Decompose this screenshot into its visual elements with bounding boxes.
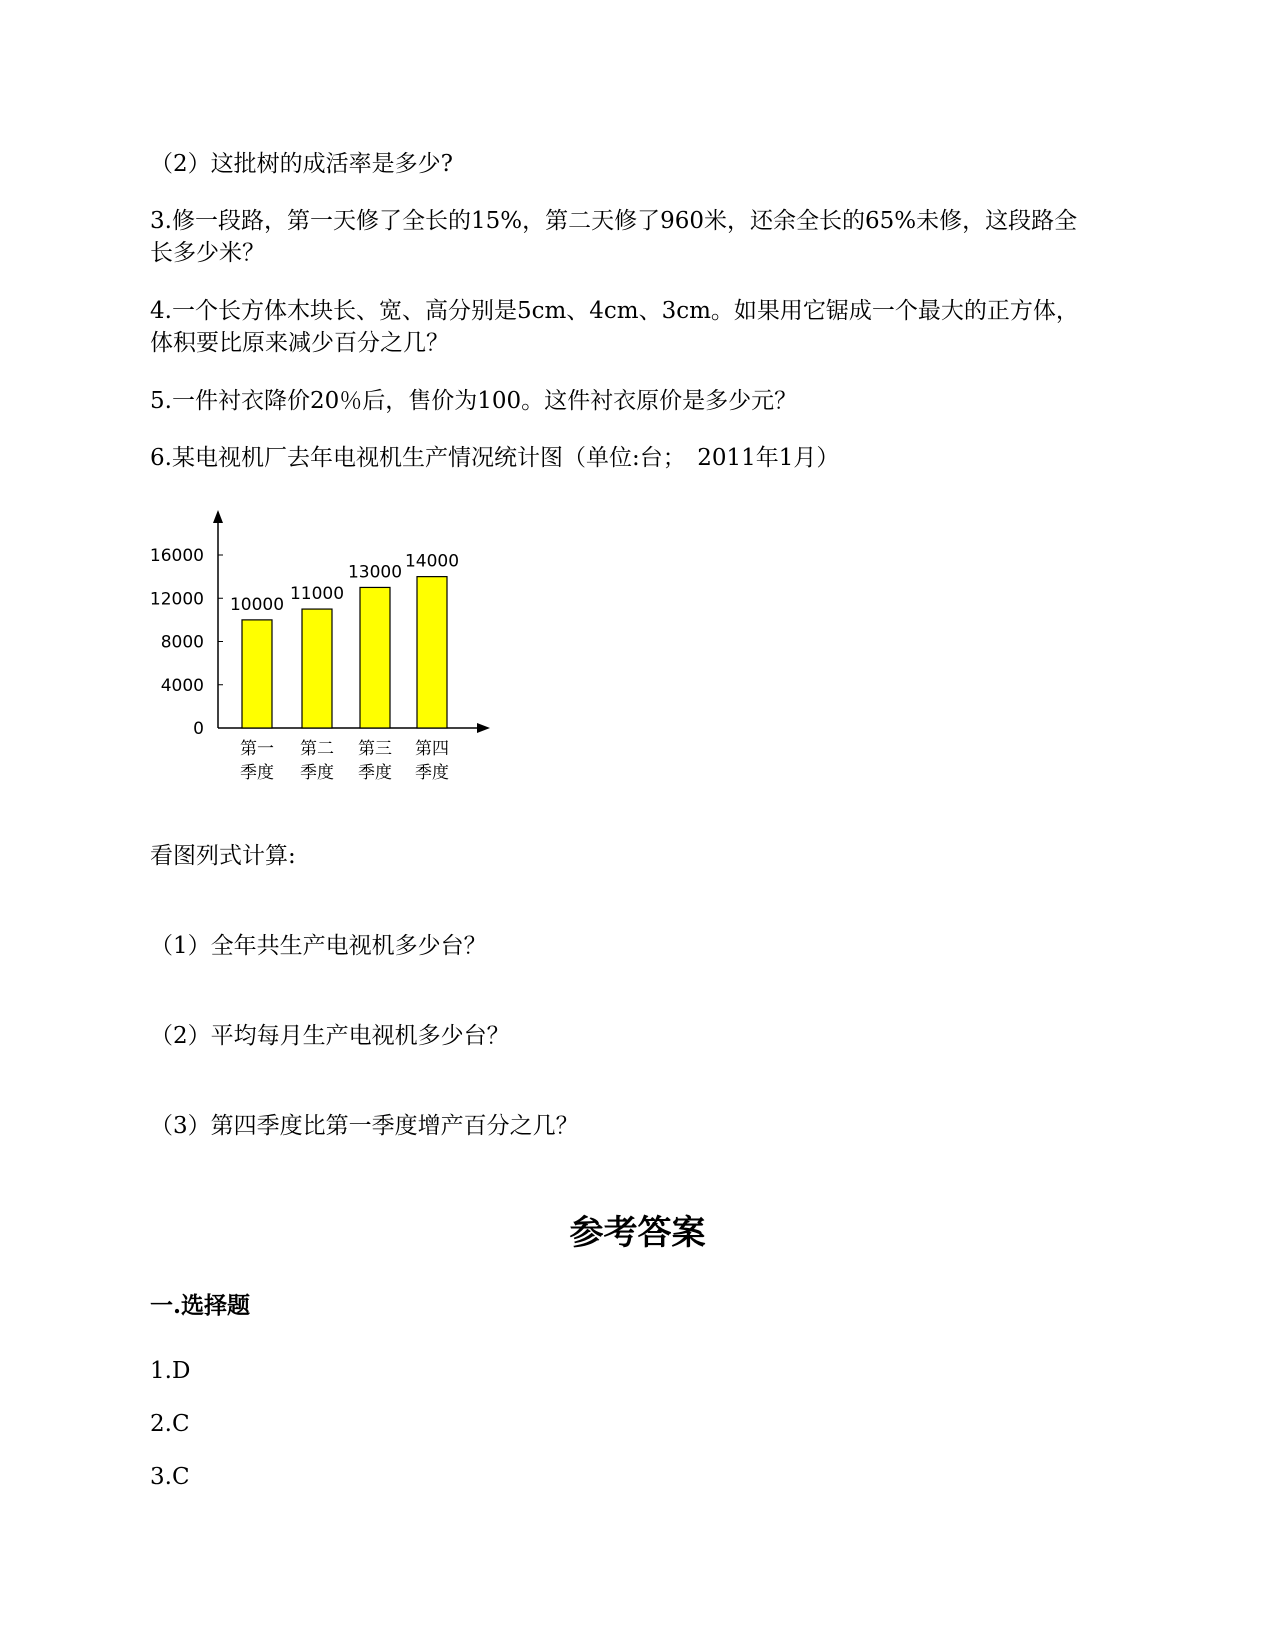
calc-question-1: （1）全年共生产电视机多少台？ [150,933,487,959]
category-label: 季度 [358,763,392,783]
y-tick-label: 16000 [149,546,204,566]
question-3-line-1: 3.修一段路，第一天修了全长的15%，第二天修了960米，还余全长的65%未修，这段路全 [150,208,1078,234]
bar [242,620,272,728]
bar-value-label: 14000 [404,551,460,572]
y-axis-arrow [213,510,223,523]
question-3-line-2: 长多少米？ [150,240,265,266]
calc-question-3: （3）第四季度比第一季度增产百分之几？ [150,1113,579,1139]
calc-question-2: （2）平均每月生产电视机多少台？ [150,1023,510,1049]
bar [417,577,447,728]
answer-1: 1.D [150,1358,191,1384]
calc-prompt: 看图列式计算: [150,843,296,869]
bar [360,587,390,728]
answers-heading: 参考答案 [569,1213,706,1253]
y-tick-label: 4000 [160,675,204,696]
bar-chart [140,495,520,795]
x-axis-arrow [477,723,490,733]
y-tick-label: 12000 [149,589,204,610]
category-label: 第二 [300,739,334,759]
category-label: 季度 [240,763,274,783]
bar-value-label: 11000 [289,584,345,605]
category-label: 第四 [415,739,449,759]
category-label: 第一 [240,739,274,759]
question-5: 5.一件衬衣降价20％后，售价为100。这件衬衣原价是多少元？ [150,388,798,414]
question-2-sub: （2）这批树的成活率是多少? [150,151,453,177]
question-4-line-2: 体积要比原来减少百分之几？ [150,330,449,356]
section-choice: 一.选择题 [150,1292,251,1319]
category-label: 季度 [415,763,449,783]
answer-2: 2.C [150,1411,190,1437]
category-label: 第三 [358,739,392,759]
category-label: 季度 [300,763,334,783]
question-4-line-1: 4.一个长方体木块长、宽、高分别是5cm、4cm、3cm。如果用它锯成一个最大的正方体， [150,298,1079,324]
bar-value-label: 10000 [229,594,285,615]
bar [302,609,332,728]
answer-3: 3.C [150,1464,190,1490]
bar-value-label: 13000 [347,562,403,583]
y-tick-label: 0 [193,719,204,739]
y-tick-label: 8000 [160,632,204,653]
question-6: 6.某电视机厂去年电视机生产情况统计图（单位:台； 2011年1月） [150,445,840,471]
